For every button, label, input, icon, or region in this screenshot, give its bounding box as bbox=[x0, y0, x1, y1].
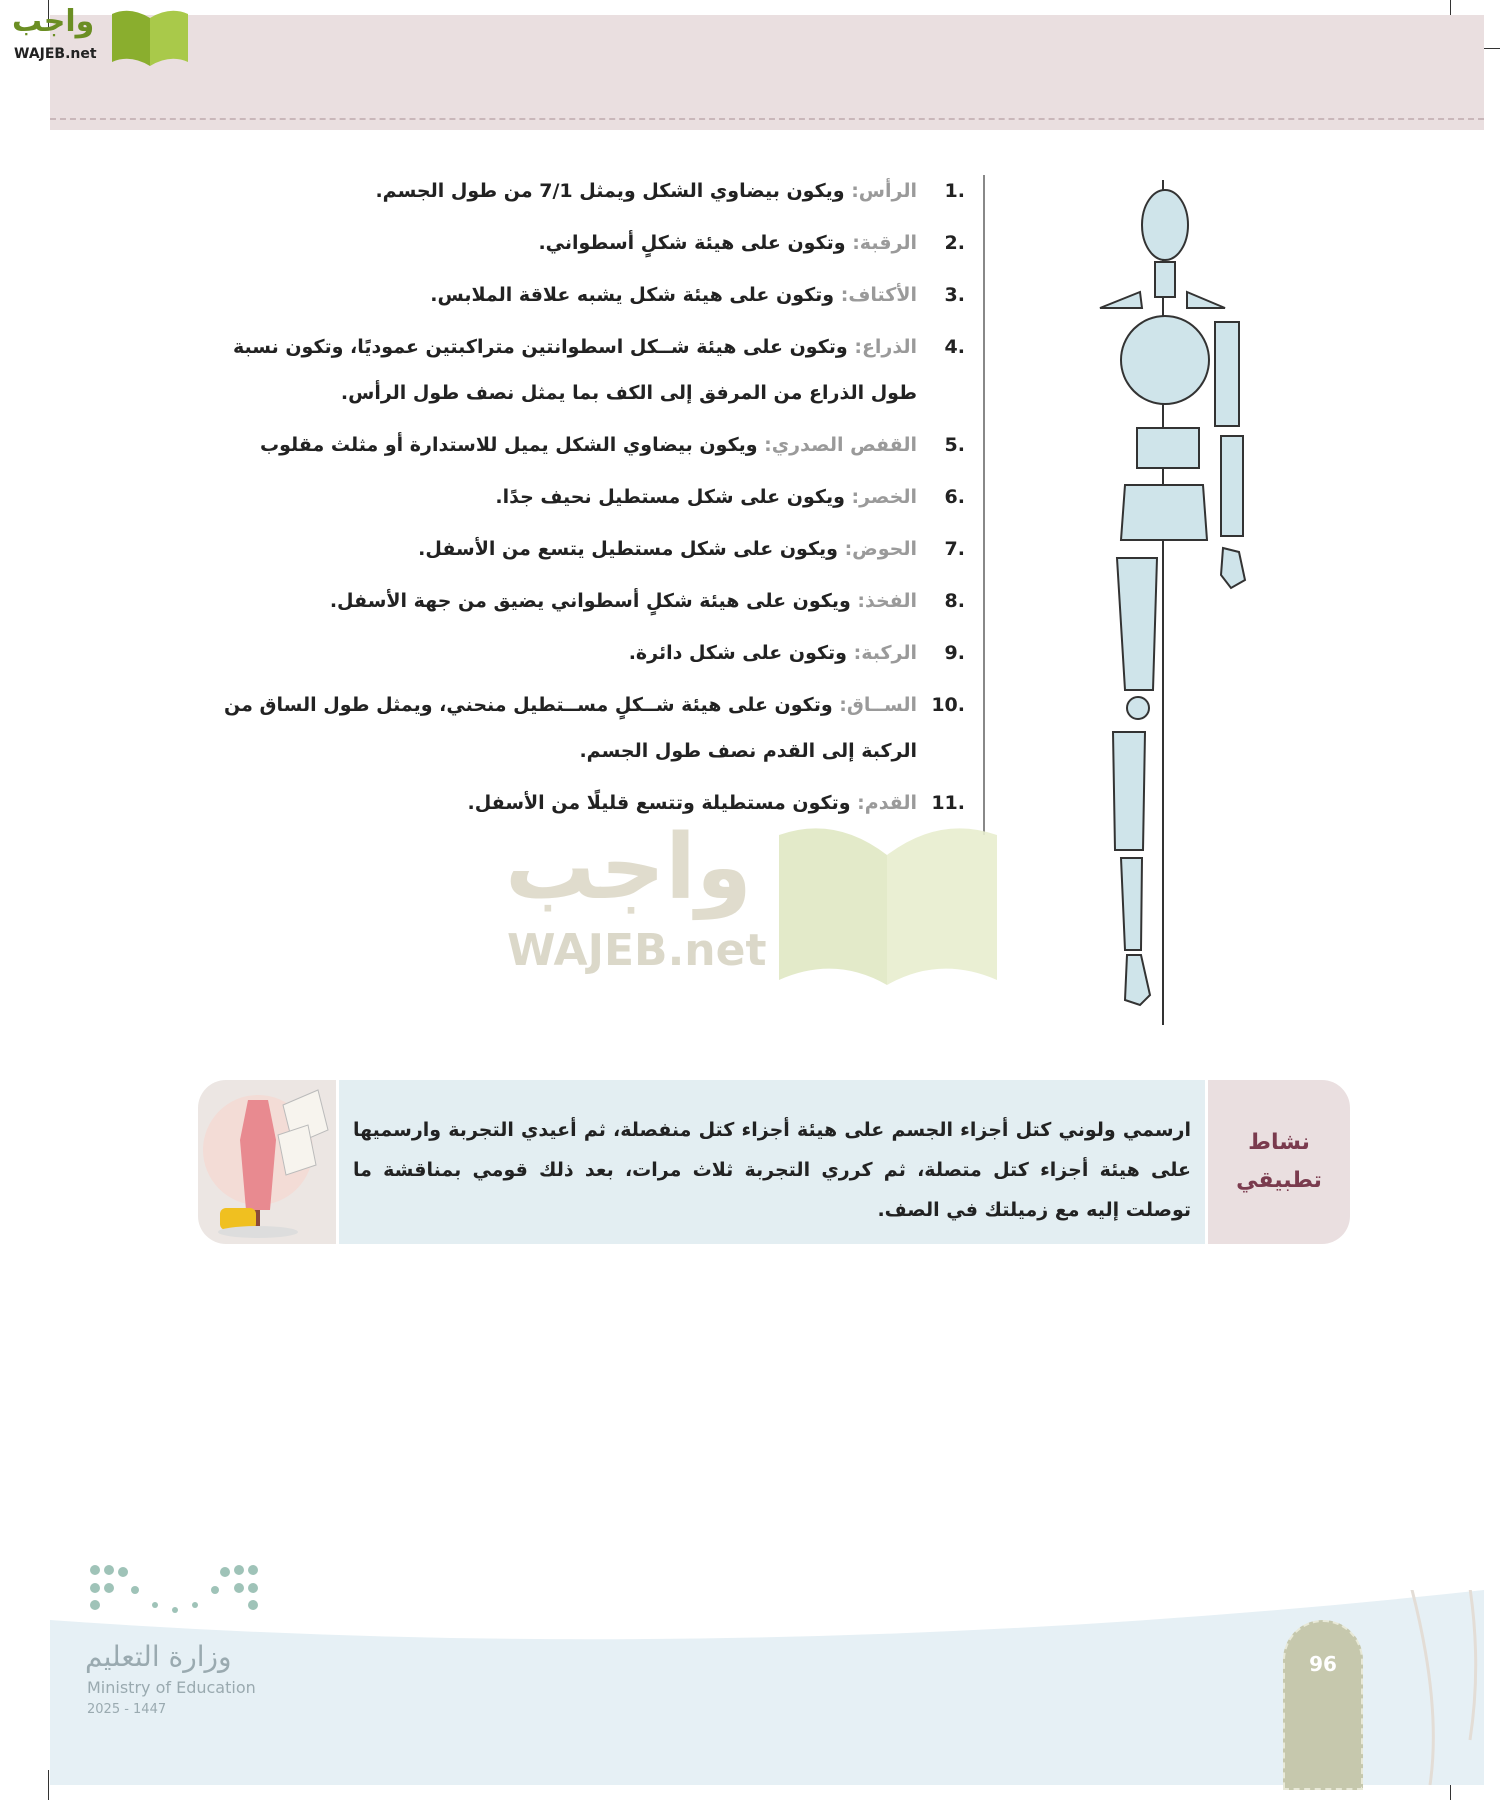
item-body bbox=[195, 682, 917, 774]
watermark-english: WAJEB.net bbox=[507, 925, 767, 976]
item-text: ويكون بيضاوي الشكل ويمثل 7/1 من طول الجسم. bbox=[375, 180, 852, 202]
list-item bbox=[195, 682, 965, 774]
item-term: القفص الصدري: bbox=[764, 434, 917, 456]
logo-arabic: واجب bbox=[12, 4, 95, 39]
watermark-book-icon bbox=[775, 815, 1000, 985]
body-blocks-figure bbox=[1095, 180, 1265, 1030]
item-body bbox=[260, 422, 917, 468]
body-parts-list bbox=[195, 168, 965, 832]
item-term: الأكتاف: bbox=[840, 284, 917, 306]
list-item bbox=[195, 168, 965, 214]
dashed-divider bbox=[50, 118, 1484, 120]
item-term: الحوض: bbox=[844, 538, 917, 560]
list-item bbox=[195, 220, 965, 266]
mannequin-icon bbox=[198, 1080, 336, 1244]
item-text: وتكون على هيئة شــكلٍ مســتطيل منحني، ويمثل طول الساق من الركبة إلى القدم نصف طول الجسم. bbox=[224, 694, 917, 762]
item-text: ويكون على شكل مستطيل يتسع من الأسفل. bbox=[418, 538, 845, 560]
item-number: 8. bbox=[944, 590, 965, 612]
ministry-dots-icon bbox=[85, 1560, 265, 1630]
item-term: الفخذ: bbox=[857, 590, 917, 612]
item-body bbox=[430, 272, 917, 318]
item-text: وتكون على شكل دائرة. bbox=[628, 642, 854, 664]
item-body bbox=[330, 578, 917, 624]
page-header-band bbox=[50, 15, 1484, 130]
item-term: القدم: bbox=[857, 792, 917, 814]
item-text: ويكون على شكل مستطيل نحيف جدًا. bbox=[495, 486, 852, 508]
item-number: 7. bbox=[944, 538, 965, 560]
item-text: وتكون على هيئة شكلٍ أسطواني. bbox=[538, 232, 853, 254]
logo-english: WAJEB.net bbox=[14, 46, 97, 62]
item-number: 9. bbox=[944, 642, 965, 664]
item-body bbox=[495, 474, 917, 520]
wajeb-logo[interactable] bbox=[8, 4, 193, 70]
ministry-of-education-logo bbox=[85, 1560, 285, 1717]
activity-label bbox=[1208, 1080, 1350, 1244]
activity-label-line2: تطبيقي bbox=[1236, 1168, 1322, 1193]
list-item bbox=[195, 578, 965, 624]
item-number: 6. bbox=[944, 486, 965, 508]
practical-activity-box bbox=[198, 1080, 1350, 1244]
ministry-english: Ministry of Education bbox=[87, 1678, 256, 1697]
list-item bbox=[195, 474, 965, 520]
item-number: 10. bbox=[931, 694, 965, 716]
list-item bbox=[195, 422, 965, 468]
item-number: 1. bbox=[944, 180, 965, 202]
item-term: الذراع: bbox=[854, 336, 917, 358]
item-text: وتكون على هيئة شــكل اسطوانتين متراكبتين عموديًا، وتكون نسبة طول الذراع من المرفق إلى الكف بما يمثل نصف طول الرأس. bbox=[232, 336, 917, 404]
item-number: 4. bbox=[944, 336, 965, 358]
book-icon bbox=[108, 6, 193, 68]
item-term: الرأس: bbox=[851, 180, 917, 202]
item-term: الركبة: bbox=[853, 642, 917, 664]
list-item bbox=[195, 324, 965, 416]
item-body bbox=[418, 526, 917, 572]
list-item bbox=[195, 630, 965, 676]
item-number: 5. bbox=[944, 434, 965, 456]
page-number: 96 bbox=[1309, 1652, 1337, 1676]
item-number: 11. bbox=[931, 792, 965, 814]
item-text: ويكون على هيئة شكلٍ أسطواني يضيق من جهة الأسفل. bbox=[329, 590, 858, 612]
item-text: وتكون على هيئة شكل يشبه علاقة الملابس. bbox=[430, 284, 841, 306]
watermark-arabic: واجب bbox=[505, 815, 752, 920]
item-number: 2. bbox=[944, 232, 965, 254]
mannequin-illustration bbox=[198, 1080, 336, 1244]
item-text: ويكون بيضاوي الشكل يميل للاستدارة أو مثلث مقلوب bbox=[260, 434, 765, 456]
vertical-divider bbox=[983, 175, 985, 835]
list-item bbox=[195, 272, 965, 318]
item-term: الخصر: bbox=[851, 486, 917, 508]
item-text: وتكون مستطيلة وتتسع قليلًا من الأسفل. bbox=[467, 792, 858, 814]
item-term: الرقبة: bbox=[852, 232, 917, 254]
wajeb-watermark bbox=[505, 815, 1005, 985]
activity-text: ارسمي ولوني كتل أجزاء الجسم على هيئة أجزاء كتل منفصلة، ثم أعيدي التجربة وارسميها على هيئة أجزاء كتل متصلة، ثم كرري التجربة ثلاث مرات، بعد ذلك قومي بمناقشة ما توصلت إليه مع زميلتك في الصف. bbox=[336, 1080, 1208, 1244]
ministry-year: 2025 - 1447 bbox=[87, 1702, 167, 1717]
crop-mark bbox=[48, 1770, 49, 1800]
item-body bbox=[629, 630, 917, 676]
item-body bbox=[538, 220, 917, 266]
item-term: الســاق: bbox=[839, 694, 917, 716]
page-number-tab bbox=[1283, 1620, 1363, 1790]
item-body bbox=[375, 168, 917, 214]
item-body bbox=[195, 324, 917, 416]
item-number: 3. bbox=[944, 284, 965, 306]
activity-label-line1: نشاط bbox=[1248, 1130, 1310, 1155]
list-item bbox=[195, 526, 965, 572]
ministry-arabic: وزارة التعليم bbox=[85, 1640, 232, 1673]
